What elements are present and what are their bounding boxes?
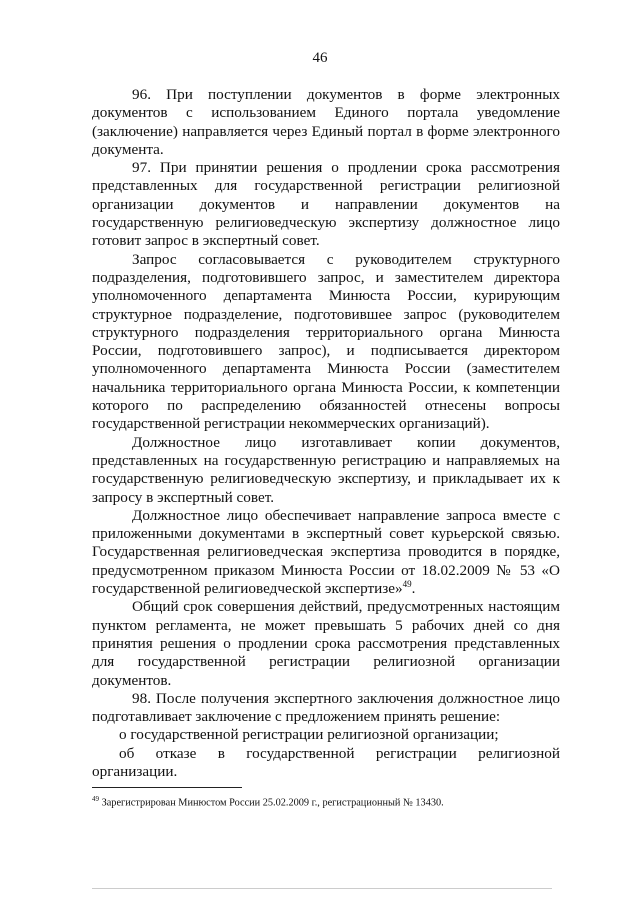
paragraph-total-term: Общий срок совершения действий, предусмотренных настоящим пунктом регламента, не может превышать 5 рабочих дней со дня принятия решения о продлении срока рассмотрения представленных для государственной регистрации религиозной организации документов. [92, 598, 560, 689]
footnote-reference: 49 [402, 578, 412, 589]
page-bottom-edge [92, 888, 552, 889]
footnote-number: 49 [92, 795, 99, 803]
footnote [92, 793, 560, 809]
paragraph-copies: Должностное лицо изготавливает копии документов, представленных на государственную регистрацию и направляемых на государственную религиоведческую экспертизу, и прикладывает их к запросу в экспертный совет. [92, 433, 560, 506]
list-item-registration: о государственной регистрации религиозной организации; [119, 726, 499, 744]
paragraph-courier: Должностное лицо обеспечивает направление запроса вместе с приложенными документами в экспертный совет курьерской связью. Государственная религиоведческая экспертиза проводится в порядке, предусмотренном приказом Минюста России от 18.02.2009 № 53 «О государственной религиоведческой экспертизе»$^{49}$. [92, 506, 560, 598]
paragraph-courier-text: Должностное лицо обеспечивает направление запроса вместе с приложенными документами в экспертный совет курьерской связью. Государственная религиоведческая экспертиза проводится в порядке, предусмотренном приказом Минюста России от 18.02.2009 № 53 «О государственной религиоведческой экспертизе» [92, 506, 560, 598]
page-number: 46 [312, 50, 328, 66]
footnote-divider [92, 787, 242, 788]
footnote-text: Зарегистрирован Минюстом России 25.02.2009 г., регистрационный № 13430. [99, 797, 444, 809]
list-item-refusal: об отказе в государственной регистрации религиозной организации. [92, 744, 560, 780]
document-body [92, 86, 560, 781]
paragraph-request-approval: Запрос согласовывается с руководителем структурного подразделения, подготовившего запрос, и заместителем директора уполномоченного департамента Минюста России, курирующим структурное подразделение, подготовившее запрос (руководителем структурного подразделения территориального органа Минюста России, подготовившего запрос), и подписывается директором уполномоченного департамента Минюста России (заместителем начальника территориального органа Минюста России, к компетенции которого по распределению обязанностей отнесены вопросы государственной регистрации некоммерческих организаций). [92, 250, 560, 433]
paragraph-96: 96. При поступлении документов в форме электронных документов с использованием Единого портала уведомление (заключение) направляется через Единый портал в форме электронного документа. [92, 86, 560, 158]
paragraph-98: 98. После получения экспертного заключения должностное лицо подготавливает заключение с предложением принять решение: [92, 689, 560, 726]
paragraph-97: 97. При принятии решения о продлении срока рассмотрения представленных для государственной регистрации религиозной организации документов и направлении документов на государственную религиоведческую экспертизу должностное лицо готовит запрос в экспертный совет. [92, 159, 560, 250]
